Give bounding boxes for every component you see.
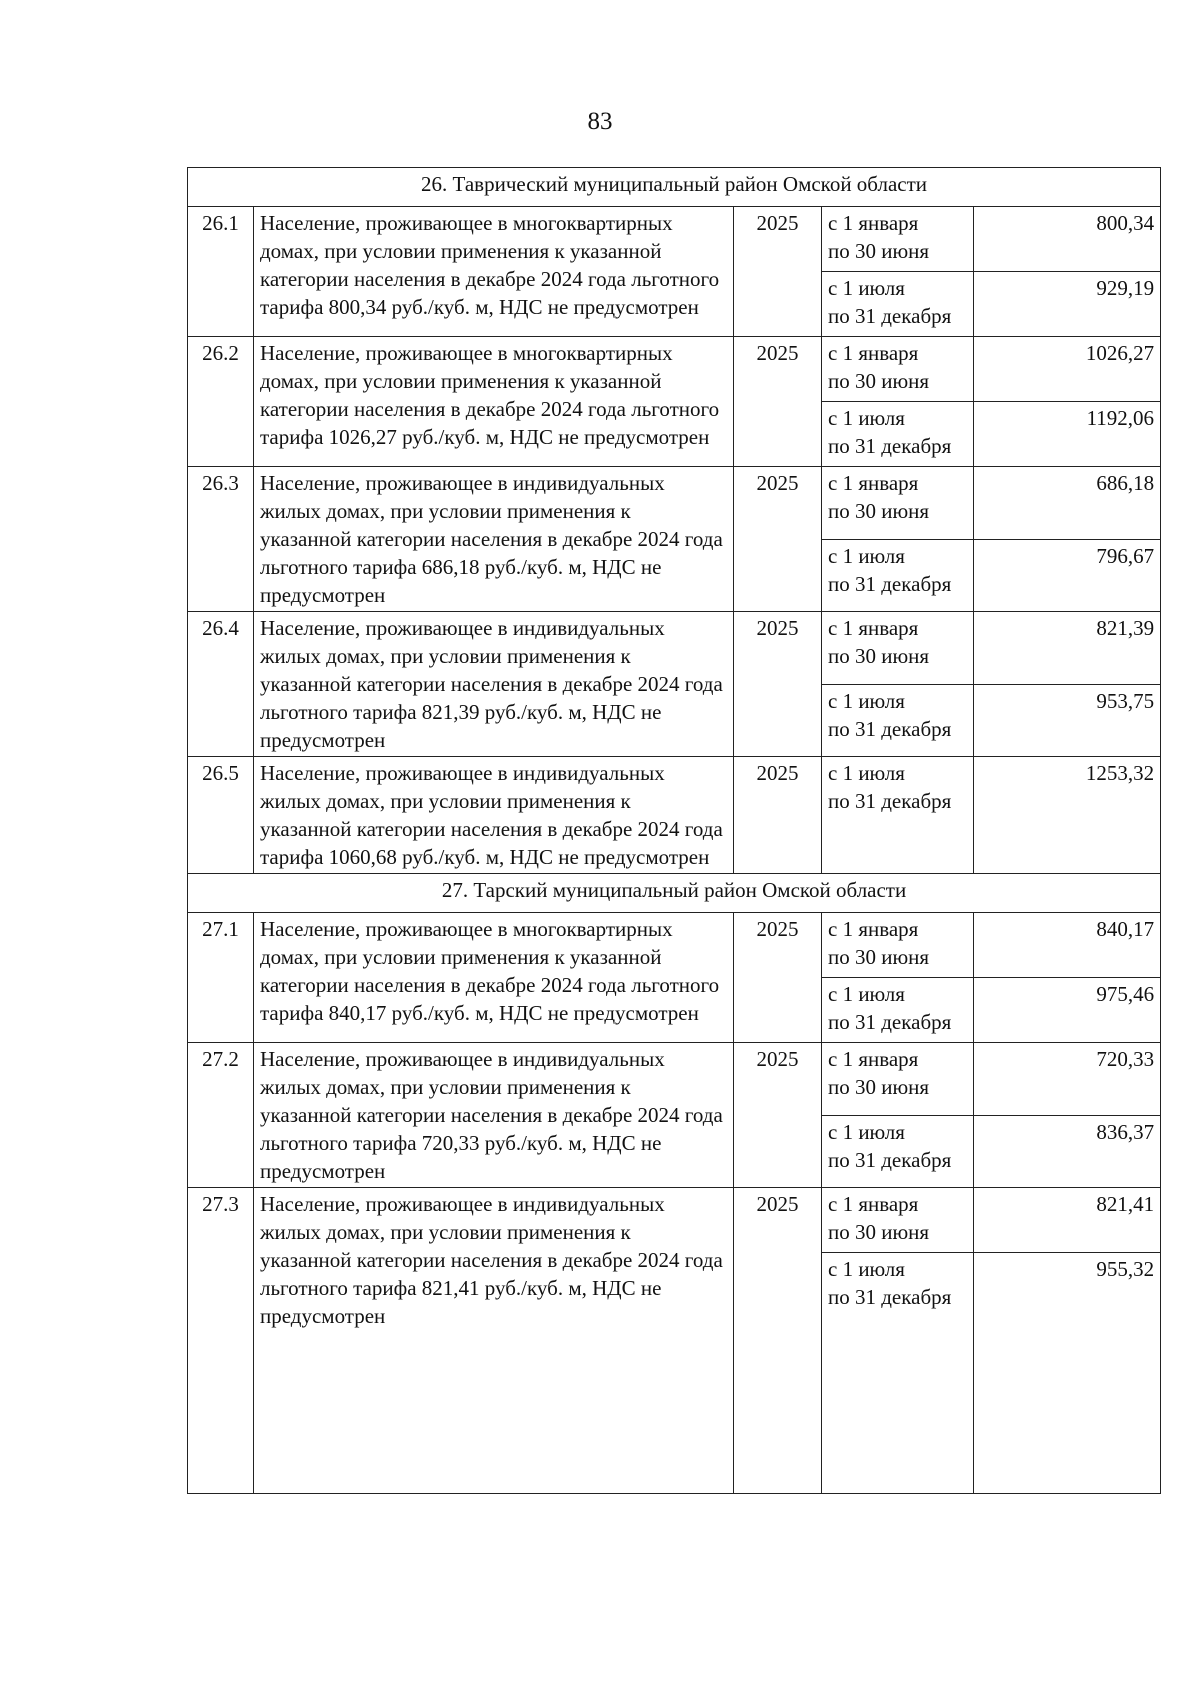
period-first-half: с 1 января по 30 июня — [822, 207, 974, 272]
table-row — [188, 1043, 1161, 1116]
table-row — [188, 612, 1161, 685]
tariff-value: 840,17 — [974, 913, 1161, 978]
row-number: 26.5 — [188, 757, 254, 874]
period-first-half: с 1 января по 30 июня — [822, 1188, 974, 1253]
page-number: 83 — [587, 108, 613, 135]
period-first-half: с 1 января по 30 июня — [822, 913, 974, 978]
tariff-value: 796,67 — [974, 539, 1161, 612]
period-first-half: с 1 января по 30 июня — [822, 467, 974, 540]
section-header-row — [188, 874, 1161, 913]
table-row — [188, 207, 1161, 272]
row-number: 26.4 — [188, 612, 254, 757]
row-description: Население, проживающее в многоквартирных домах, при условии применения к указанной категории населения в декабре 2024 года льготного тарифа 840,17 руб./куб. м, НДС не предусмотрен — [254, 913, 734, 1043]
period-second-half: с 1 июля по 31 декабря — [822, 1253, 974, 1494]
tariff-value: 953,75 — [974, 684, 1161, 757]
tariff-value: 821,39 — [974, 612, 1161, 685]
table-row — [188, 757, 1161, 874]
period-second-half: с 1 июля по 31 декабря — [822, 978, 974, 1043]
period-second-half: с 1 июля по 31 декабря — [822, 272, 974, 337]
tariff-value: 800,34 — [974, 207, 1161, 272]
row-number: 26.1 — [188, 207, 254, 337]
row-description: Население, проживающее в многоквартирных домах, при условии применения к указанной категории населения в декабре 2024 года льготного тарифа 800,34 руб./куб. м, НДС не предусмотрен — [254, 207, 734, 337]
period-second-half: с 1 июля по 31 декабря — [822, 402, 974, 467]
row-number: 26.3 — [188, 467, 254, 612]
period-second-half: с 1 июля по 31 декабря — [822, 757, 974, 874]
row-year: 2025 — [734, 207, 822, 337]
row-number: 26.2 — [188, 337, 254, 467]
tariff-value: 836,37 — [974, 1115, 1161, 1188]
row-number: 27.3 — [188, 1188, 254, 1494]
table-row — [188, 913, 1161, 978]
table-row — [188, 467, 1161, 540]
row-year: 2025 — [734, 757, 822, 874]
row-number: 27.1 — [188, 913, 254, 1043]
row-description: Население, проживающее в индивидуальных жилых домах, при условии применения к указанной категории населения в декабре 2024 года льготного тарифа 821,39 руб./куб. м, НДС не предусмотрен — [254, 612, 734, 757]
table-row — [188, 1188, 1161, 1253]
row-year: 2025 — [734, 1188, 822, 1494]
row-description: Население, проживающее в индивидуальных жилых домах, при условии применения к указанной категории населения в декабре 2024 года льготного тарифа 821,41 руб./куб. м, НДС не предусмотрен — [254, 1188, 734, 1494]
period-second-half: с 1 июля по 31 декабря — [822, 684, 974, 757]
tariff-value: 1253,32 — [974, 757, 1161, 874]
tariff-value: 821,41 — [974, 1188, 1161, 1253]
section-title: 27. Тарский муниципальный район Омской области — [188, 874, 1161, 913]
period-second-half: с 1 июля по 31 декабря — [822, 539, 974, 612]
tariff-value: 1026,27 — [974, 337, 1161, 402]
row-year: 2025 — [734, 337, 822, 467]
period-first-half: с 1 января по 30 июня — [822, 337, 974, 402]
tariff-value: 929,19 — [974, 272, 1161, 337]
row-description: Население, проживающее в индивидуальных жилых домах, при условии применения к указанной категории населения в декабре 2024 года льготного тарифа 720,33 руб./куб. м, НДС не предусмотрен — [254, 1043, 734, 1188]
row-year: 2025 — [734, 913, 822, 1043]
period-first-half: с 1 января по 30 июня — [822, 612, 974, 685]
period-first-half: с 1 января по 30 июня — [822, 1043, 974, 1116]
section-title: 26. Таврический муниципальный район Омской области — [188, 168, 1161, 207]
row-year: 2025 — [734, 612, 822, 757]
row-number: 27.2 — [188, 1043, 254, 1188]
period-second-half: с 1 июля по 31 декабря — [822, 1115, 974, 1188]
tariff-value: 1192,06 — [974, 402, 1161, 467]
row-year: 2025 — [734, 1043, 822, 1188]
row-description: Население, проживающее в индивидуальных жилых домах, при условии применения к указанной категории населения в декабре 2024 года льготного тарифа 686,18 руб./куб. м, НДС не предусмотрен — [254, 467, 734, 612]
tariff-value: 686,18 — [974, 467, 1161, 540]
section-header-row — [188, 168, 1161, 207]
tariff-table — [187, 167, 1161, 1494]
tariff-value: 720,33 — [974, 1043, 1161, 1116]
row-description: Население, проживающее в многоквартирных домах, при условии применения к указанной категории населения в декабре 2024 года льготного тарифа 1026,27 руб./куб. м, НДС не предусмотрен — [254, 337, 734, 467]
tariff-value: 955,32 — [974, 1253, 1161, 1494]
row-year: 2025 — [734, 467, 822, 612]
tariff-value: 975,46 — [974, 978, 1161, 1043]
row-description: Население, проживающее в индивидуальных жилых домах, при условии применения к указанной категории населения в декабре 2024 года тарифа 1060,68 руб./куб. м, НДС не предусмотрен — [254, 757, 734, 874]
table-row — [188, 337, 1161, 402]
